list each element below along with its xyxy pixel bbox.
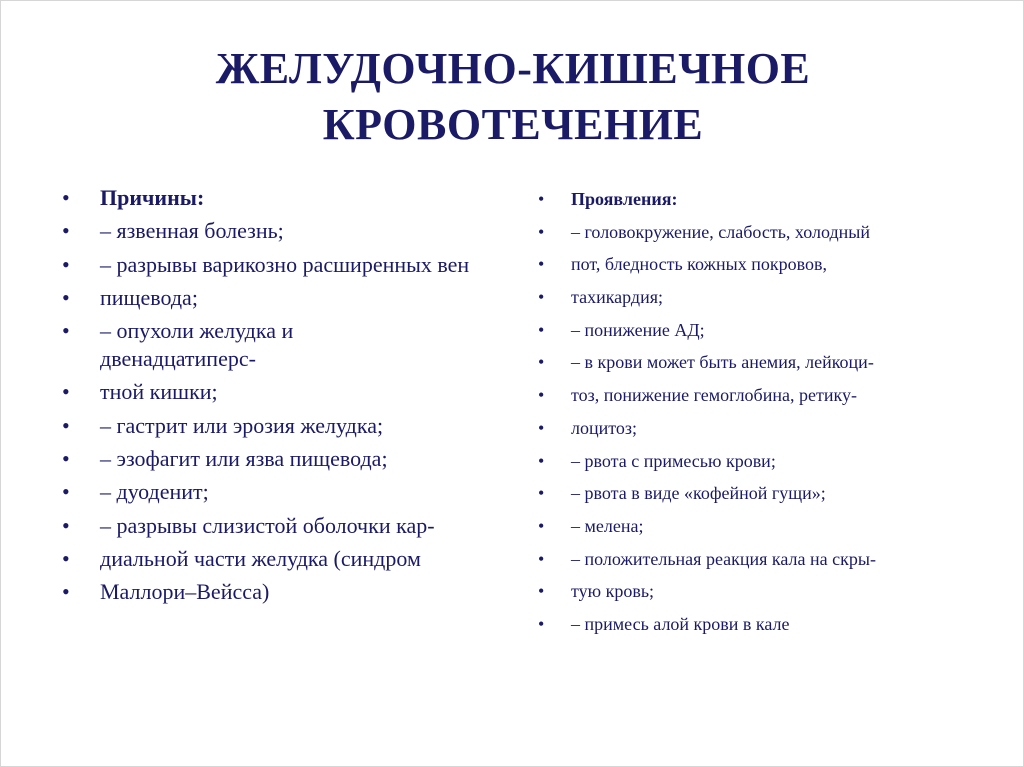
list-item-text: тоз, понижение гемоглобина, ретику- bbox=[571, 385, 857, 406]
causes-heading-item bbox=[62, 184, 520, 212]
bullet-icon: • bbox=[538, 581, 545, 602]
bullet-icon: • bbox=[62, 545, 70, 571]
list-item bbox=[538, 351, 991, 373]
manifestations-heading: Проявления: bbox=[571, 189, 678, 209]
slide-title-line-1: ЖЕЛУДОЧНО-КИШЕЧНОЕ bbox=[215, 44, 811, 93]
list-item-text: – разрывы слизистой оболочки кар- bbox=[100, 512, 435, 538]
list-item bbox=[62, 578, 520, 606]
list-item-text: – дуоденит; bbox=[100, 479, 209, 505]
list-item-text: пот, бледность кожных покровов, bbox=[571, 254, 827, 275]
list-item bbox=[62, 217, 520, 245]
list-item bbox=[62, 478, 520, 506]
list-item bbox=[538, 253, 991, 275]
bullet-icon: • bbox=[538, 385, 545, 406]
list-item-text: – положительная реакция кала на скры- bbox=[571, 548, 876, 569]
list-item bbox=[538, 548, 991, 570]
manifestations-list bbox=[538, 188, 991, 646]
bullet-icon: • bbox=[538, 352, 545, 373]
list-item bbox=[538, 384, 991, 406]
bullet-icon: • bbox=[62, 579, 70, 605]
list-item bbox=[538, 613, 991, 635]
bullet-icon: • bbox=[538, 548, 545, 569]
list-item bbox=[538, 319, 991, 341]
list-item bbox=[538, 221, 991, 243]
list-item-text: – опухоли желудка и двенадцатиперс- bbox=[100, 318, 294, 372]
bullet-icon: • bbox=[538, 417, 545, 438]
bullet-icon: • bbox=[538, 254, 545, 275]
list-item bbox=[538, 580, 991, 602]
bullet-icon: • bbox=[62, 446, 70, 472]
causes-heading: Причины: bbox=[100, 185, 205, 210]
bullet-icon: • bbox=[538, 287, 545, 308]
bullet-icon: • bbox=[62, 379, 70, 405]
list-item-text: тной кишки; bbox=[100, 379, 218, 405]
slide-title-line-2: КРОВОТЕЧЕНИЕ bbox=[322, 100, 704, 149]
list-item bbox=[62, 317, 400, 373]
list-item-text: – мелена; bbox=[571, 515, 644, 536]
list-item-text: – примесь алой крови в кале bbox=[571, 613, 790, 634]
list-item-text: Маллори–Вейсса) bbox=[100, 579, 270, 605]
list-item bbox=[62, 284, 520, 312]
bullet-icon: • bbox=[538, 450, 545, 471]
list-item bbox=[62, 378, 520, 406]
bullet-icon: • bbox=[62, 412, 70, 438]
list-item bbox=[62, 545, 520, 573]
list-item bbox=[538, 286, 991, 308]
bullet-icon: • bbox=[538, 613, 545, 634]
list-item-text: – разрывы варикозно расширенных вен bbox=[100, 251, 470, 277]
list-item bbox=[538, 417, 991, 439]
list-item-text: – головокружение, слабость, холодный bbox=[571, 221, 870, 242]
list-item-text: – понижение АД; bbox=[571, 319, 705, 340]
bullet-icon: • bbox=[538, 483, 545, 504]
bullet-icon: • bbox=[538, 221, 545, 242]
list-item bbox=[62, 251, 520, 279]
list-item-text: – язвенная болезнь; bbox=[100, 218, 284, 244]
list-item-text: – гастрит или эрозия желудка; bbox=[100, 412, 384, 438]
manifestations-heading-item bbox=[538, 188, 991, 210]
list-item bbox=[62, 445, 520, 473]
bullet-icon: • bbox=[538, 515, 545, 536]
slide-title bbox=[1, 41, 1024, 153]
list-item-text: – в крови может быть анемия, лейкоци- bbox=[571, 352, 874, 373]
list-item-text: лоцитоз; bbox=[571, 417, 637, 438]
list-item-text: пищевода; bbox=[100, 284, 198, 310]
list-item bbox=[62, 412, 520, 440]
bullet-icon: • bbox=[62, 185, 70, 210]
list-item bbox=[538, 515, 991, 537]
list-item bbox=[538, 482, 991, 504]
list-item-text: тую кровь; bbox=[571, 581, 655, 602]
list-item-text: – рвота с примесью крови; bbox=[571, 450, 776, 471]
bullet-icon: • bbox=[62, 318, 70, 344]
bullet-icon: • bbox=[62, 284, 70, 310]
bullet-icon: • bbox=[62, 512, 70, 538]
bullet-icon: • bbox=[62, 218, 70, 244]
list-item-text: тахикардия; bbox=[571, 287, 664, 308]
list-item bbox=[62, 512, 520, 540]
causes-list bbox=[62, 184, 520, 612]
list-item bbox=[538, 450, 991, 472]
bullet-icon: • bbox=[62, 479, 70, 505]
bullet-icon: • bbox=[538, 319, 545, 340]
list-item-text: – эзофагит или язва пищевода; bbox=[100, 446, 388, 472]
bullet-icon: • bbox=[538, 189, 545, 209]
bullet-icon: • bbox=[62, 251, 70, 277]
list-item-text: диальной части желудка (синдром bbox=[100, 545, 421, 571]
list-item-text: – рвота в виде «кофейной гущи»; bbox=[571, 483, 826, 504]
